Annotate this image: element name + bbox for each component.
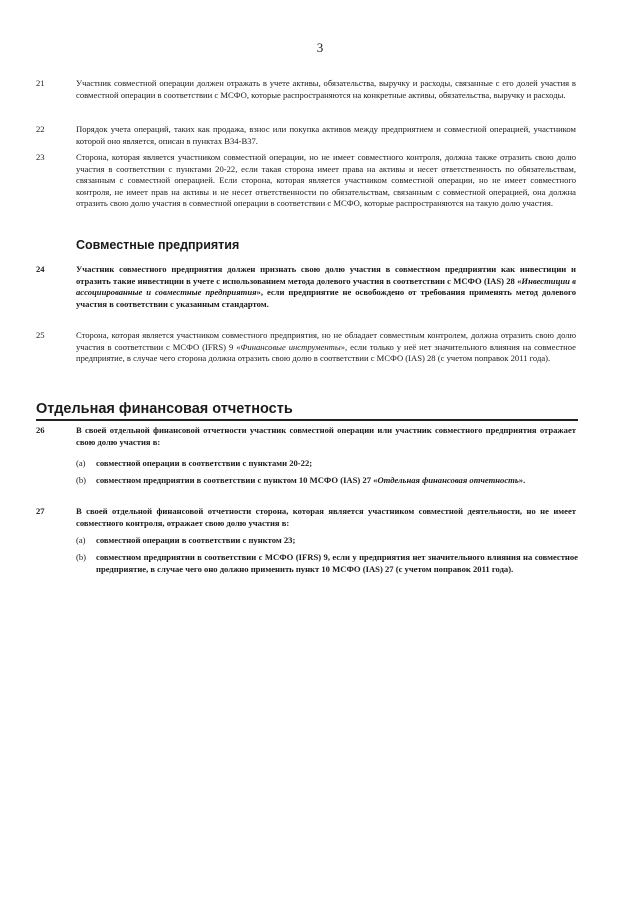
paragraph-number: 21 — [36, 78, 45, 88]
paragraph-text: Сторона, которая является участником совместной операции, но не имеет совместного контроля, должна также отразить свою долю участия в соответствии с пунктами 20-22, если такая сторона имеет права на активы и несет ответственность по обязательствам, связанным с совместной операцией. Если сторона, которая является участником совместной операции, но не имеет совместного контроля, не имеет прав на активы и не несет ответственности по обязательствам, связанным с совместной операцией, она должна отразить свою долю участия в совместной операции в соответствии с МСФО, которые распространяются на такую долю участия. — [76, 152, 576, 209]
paragraph-26-item-b — [76, 475, 578, 487]
paragraph-number: 22 — [36, 124, 45, 134]
item-marker: (b) — [76, 475, 87, 485]
item-marker: (a) — [76, 458, 86, 468]
paragraph-number: 25 — [36, 330, 45, 340]
item-text: совместном предприятии в соответствии с МСФО (IFRS) 9, если у предприятия нет значительного влияния на совместное предприятие, в случае чего оно должно применить пункт 10 МСФО (IAS) 27 (с учетом поправок 2011 года). — [96, 552, 578, 574]
item-text: совместной операции в соответствии с пунктом 23; — [96, 535, 296, 545]
section-divider — [36, 419, 578, 421]
paragraph-27-item-a — [76, 535, 578, 547]
paragraph-26 — [36, 425, 576, 448]
page-number: 3 — [316, 40, 324, 55]
paragraph-number: 23 — [36, 152, 45, 162]
paragraph-number: 27 — [36, 506, 45, 516]
separate-statements-heading: Отдельная финансовая отчетность — [36, 401, 293, 417]
item-text: совместном предприятии в соответствии с пунктом 10 МСФО (IAS) 27 «Отдельная финансовая отчетность». — [96, 475, 526, 485]
paragraph-text: Порядок учета операций, таких как продажа, взнос или покупка активов между предприятием и совместной операцией, участником которой оно является, описан в пунктах B34-B37. — [76, 124, 576, 146]
paragraph-23 — [36, 152, 576, 210]
paragraph-26-item-a — [76, 458, 578, 470]
paragraph-text: Сторона, которая является участником совместного предприятия, но не обладает совместным контролем, должна отразить свою долю участия в соответствии с МСФО (IFRS) 9 «Финансовые инструменты», если только у неё нет значительного влияния на совместное предприятие, в случае чего сторона должна отразить свою долю в соответствии с МСФО (IAS) 28 (с учетом поправок 2011 года). — [76, 330, 576, 364]
paragraph-27 — [36, 506, 576, 529]
paragraph-text: Участник совместной операции должен отражать в учете активы, обязательства, выручку и расходы, связанные с его долей участия в совместной операции в соответствии с МСФО, которые распространяются на конкретные активы, обязательства, выручку и расходы. — [76, 78, 576, 100]
paragraph-text: В своей отдельной финансовой отчетности участник совместной операции или участник совместного предприятия отражает свою долю участия в: — [76, 425, 576, 447]
paragraph-24 — [36, 264, 576, 310]
item-marker: (a) — [76, 535, 86, 545]
item-text: совместной операции в соответствии с пунктами 20-22; — [96, 458, 313, 468]
paragraph-22 — [36, 124, 576, 147]
paragraph-text: Участник совместного предприятия должен признать свою долю участия в совместном предприятии как инвестиции и отразить такие инвестиции в учете с использованием метода долевого участия в соответствии с МСФО (IAS) 28 «Инвестиции в ассоциированные и совместные предприятия», если предприятие не освобождено от требования применять метод долевого участия в соответствии с указанным стандартом. — [76, 264, 577, 309]
item-marker: (b) — [76, 552, 87, 562]
paragraph-text: В своей отдельной финансовой отчетности сторона, которая является участником совместной деятельности, но не имеет совместного контроля, отражает свою долю участия в: — [76, 506, 576, 528]
paragraph-21 — [36, 78, 576, 101]
paragraph-number: 24 — [36, 264, 45, 274]
joint-ventures-heading: Совместные предприятия — [76, 238, 240, 252]
paragraph-27-item-b — [76, 552, 578, 575]
paragraph-number: 26 — [36, 425, 45, 435]
paragraph-25 — [36, 330, 576, 365]
